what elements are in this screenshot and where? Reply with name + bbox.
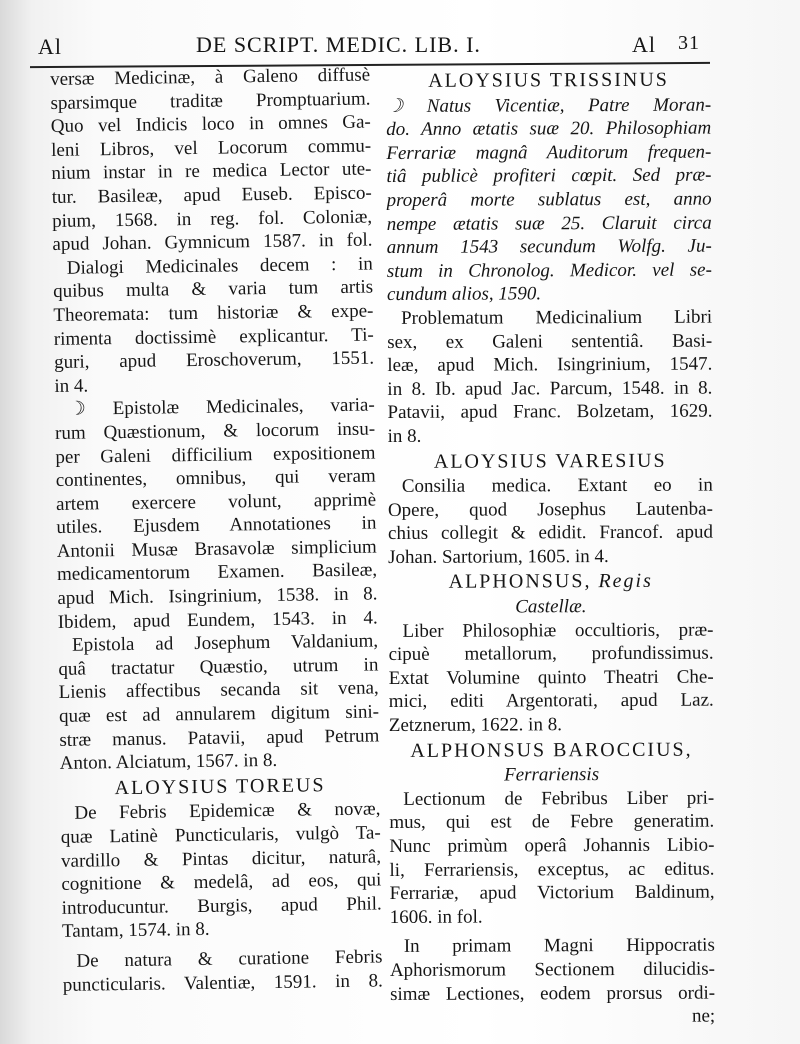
text-line: guri, apud Eroschoverum, 1551.	[53, 347, 375, 374]
text-line: Quo vel Indicis loco in omnes Ga-	[50, 111, 371, 138]
header-right-mark: Al	[632, 32, 656, 57]
text-line: in 8.	[387, 425, 422, 447]
running-header	[38, 30, 718, 64]
heading-alphonsus-baroccius: ALPHONSUS BAROCCIUS,	[410, 738, 693, 762]
text-line: Consilia medica. Extant eo in	[401, 474, 713, 498]
text-line: annum 1543 secundum Wolfg. Ju-	[386, 235, 712, 259]
text-line: ☽ Epistolæ Medicinales, varia-	[68, 394, 375, 421]
text-line: Extat Volumine quinto Theatri Che-	[388, 666, 714, 689]
paragraph-dialogi	[53, 252, 375, 398]
paragraph-de-natura	[62, 945, 383, 997]
text-line: in 4.	[54, 375, 89, 397]
text-line: Johan. Sartorium, 1605. in 4.	[388, 545, 609, 568]
text-line: per Galeni difficilium expositionem	[55, 441, 376, 468]
text-line: stum in Chronolog. Medicor. vel se-	[386, 259, 712, 282]
paragraph-liber-philosophiae	[388, 618, 714, 737]
text-line: Lienis affectibus secanda sit vena,	[58, 677, 379, 704]
paragraph-epistolae	[55, 394, 378, 634]
text-line: simæ Lectiones, eodem prorsus ordi-	[389, 982, 716, 1005]
right-column	[386, 67, 715, 1030]
heading-aloysius-trissinus: ALOYSIUS TRISSINUS	[428, 68, 669, 92]
text-line: introducuntur. Burgis, apud Phil.	[61, 893, 382, 919]
text-line: cundum alios, 1590.	[386, 283, 542, 306]
paragraph-de-febris	[60, 798, 382, 944]
text-line: tiâ publicè profiteri cœpit. Sed præ-	[386, 164, 712, 188]
text-line: Patavii, apud Franc. Bolzetam, 1629.	[387, 400, 713, 424]
subheading-castellae: Castellæ.	[515, 596, 587, 618]
paragraph-in-primam	[390, 934, 715, 1030]
text-line: do. Anno ætatis suæ 20. Philosophiam	[386, 117, 712, 141]
text-line: cipuè metallorum, profundissimus.	[388, 642, 714, 666]
text-line: cognitione & medelâ, ad eos, qui	[61, 869, 382, 896]
page-number: 31	[678, 32, 700, 54]
text-line: versæ Medicinæ, à Galeno diffusè	[50, 64, 371, 90]
text-line: medicamentorum Examen. Basileæ,	[56, 559, 378, 586]
text-line: Ibidem, apud Eundem, 1543. in 4.	[57, 607, 378, 633]
text-line: Dialogi Medicinales decem : in	[66, 253, 373, 279]
text-line: Ferrariæ, apud Victorium Baldinum,	[389, 881, 715, 905]
header-left-mark: Al	[38, 34, 62, 59]
text-line: sex, ex Galeni sententiâ. Basi-	[387, 330, 713, 353]
text-line: utiles. Ejusdem Annotationes in	[56, 512, 377, 539]
text-line: 1606. in fol.	[389, 906, 483, 928]
text-line: vardillo & Pintas dicitur, naturâ,	[60, 846, 382, 872]
text-line: Liber Philosophiæ occultioris, præ-	[402, 619, 714, 642]
text-line: sparsimque traditæ Promptuarium.	[50, 88, 371, 114]
text-line: Zetznerum, 1622. in 8.	[388, 714, 562, 737]
text-line: properâ morte sublatus est, anno	[386, 188, 712, 211]
text-line: mici, editi Argentorati, apud Laz.	[388, 690, 714, 713]
text-line: Opere, quod Josephus Lautenba-	[387, 498, 713, 521]
text-line: Tantam, 1574. in 8.	[61, 919, 210, 943]
text-line: ne;	[691, 1005, 716, 1027]
text-line: apud Johan. Gymnicum 1587. in fol.	[52, 229, 373, 256]
text-line: ☽ Natus Vicentiæ, Patre Moran-	[386, 94, 712, 117]
text-line: In primam Magni Hippocratis	[403, 934, 715, 958]
heading-alphonsus	[388, 570, 713, 595]
heading-aloysius-toreus: ALOYSIUS TOREUS	[114, 774, 326, 799]
text-line: leni Libros, vel Locorum commu-	[51, 135, 372, 161]
text-line: nium instar in re medica Lector ute-	[51, 158, 372, 185]
text-line: li, Ferrariensis, exceptus, ac editus.	[389, 858, 715, 881]
text-line: De Febris Epidemicæ & novæ,	[74, 798, 381, 825]
text-line: quibus multa & varia tum artis	[52, 276, 374, 303]
text-line: Theoremata: tum historiæ & expe-	[53, 300, 374, 326]
text-line: tur. Basileæ, apud Euseb. Episco-	[51, 182, 372, 208]
header-title: DE SCRIPT. MEDIC. LIB. I.	[196, 32, 481, 57]
text-line: artem exercere volunt, apprimè	[55, 489, 377, 515]
text-line: Aphorismorum Sectionem dilucidis-	[389, 958, 715, 981]
heading-alphonsus-regis: Regis	[598, 570, 653, 593]
text-line: quâ tractatur Quæstio, utrum in	[58, 654, 379, 680]
text-line: quæ est ad annularem digitum sini-	[58, 701, 380, 727]
text-line: rimenta doctissimè explicantur. Ti-	[53, 324, 374, 350]
text-line: Problematum Medicinalium Libri	[401, 306, 713, 329]
text-line: quæ Latinè Puncticularis, vulgò Ta-	[60, 822, 381, 848]
heading-alphonsus-name: ALPHONSUS,	[448, 570, 592, 594]
heading-aloysius-varesius: ALOYSIUS VARESIUS	[433, 449, 667, 473]
text-line: Lectionum de Febribus Liber pri-	[403, 787, 715, 810]
text-line: continentes, omnibus, qui veram	[55, 465, 376, 492]
text-line: Antonii Musæ Brasavolæ simplicium	[56, 536, 377, 562]
text-line: nempe ætatis suæ 25. Claruit circa	[386, 212, 712, 235]
text-line: mus, qui est de Febre generatim.	[389, 810, 715, 834]
text-line: Anton. Alciatum, 1567. in 8.	[59, 750, 278, 775]
text-line: stræ manus. Patavii, apud Petrum	[59, 725, 380, 751]
text-line: apud Mich. Isingrinium, 1538. in 8.	[57, 583, 378, 610]
text-line: leæ, apud Mich. Isingrinium, 1547.	[387, 353, 713, 377]
text-line: in 8. Ib. apud Jac. Parcum, 1548. in 8.	[387, 377, 713, 400]
text-line: puncticularis. Valentiæ, 1591. in 8.	[62, 970, 383, 996]
text-line: Epistola ad Josephum Valdanium,	[71, 630, 379, 656]
left-column	[50, 64, 383, 998]
paragraph-problematum	[387, 306, 713, 449]
paragraph-lectionum	[389, 786, 715, 929]
text-line: rum Quæstionum, & locorum insu-	[54, 418, 376, 444]
text-line: Ferrariæ magnâ Auditorum frequen-	[386, 141, 712, 164]
paragraph-consilia	[388, 474, 713, 570]
text-line: pium, 1568. in reg. fol. Coloniæ,	[51, 206, 373, 232]
text-line: Nunc primùm operâ Johannis Libio-	[389, 834, 715, 857]
subheading-ferrariensis: Ferrariensis	[504, 764, 600, 786]
text-line: De natura & curatione Febris	[76, 946, 383, 972]
paragraph-epistola-valdanium	[58, 630, 380, 776]
paragraph-trissinus-bio	[386, 93, 712, 307]
paragraph-promptuarium	[50, 64, 373, 257]
text-line: chius collegit & edidit. Francof. apud	[387, 521, 714, 545]
